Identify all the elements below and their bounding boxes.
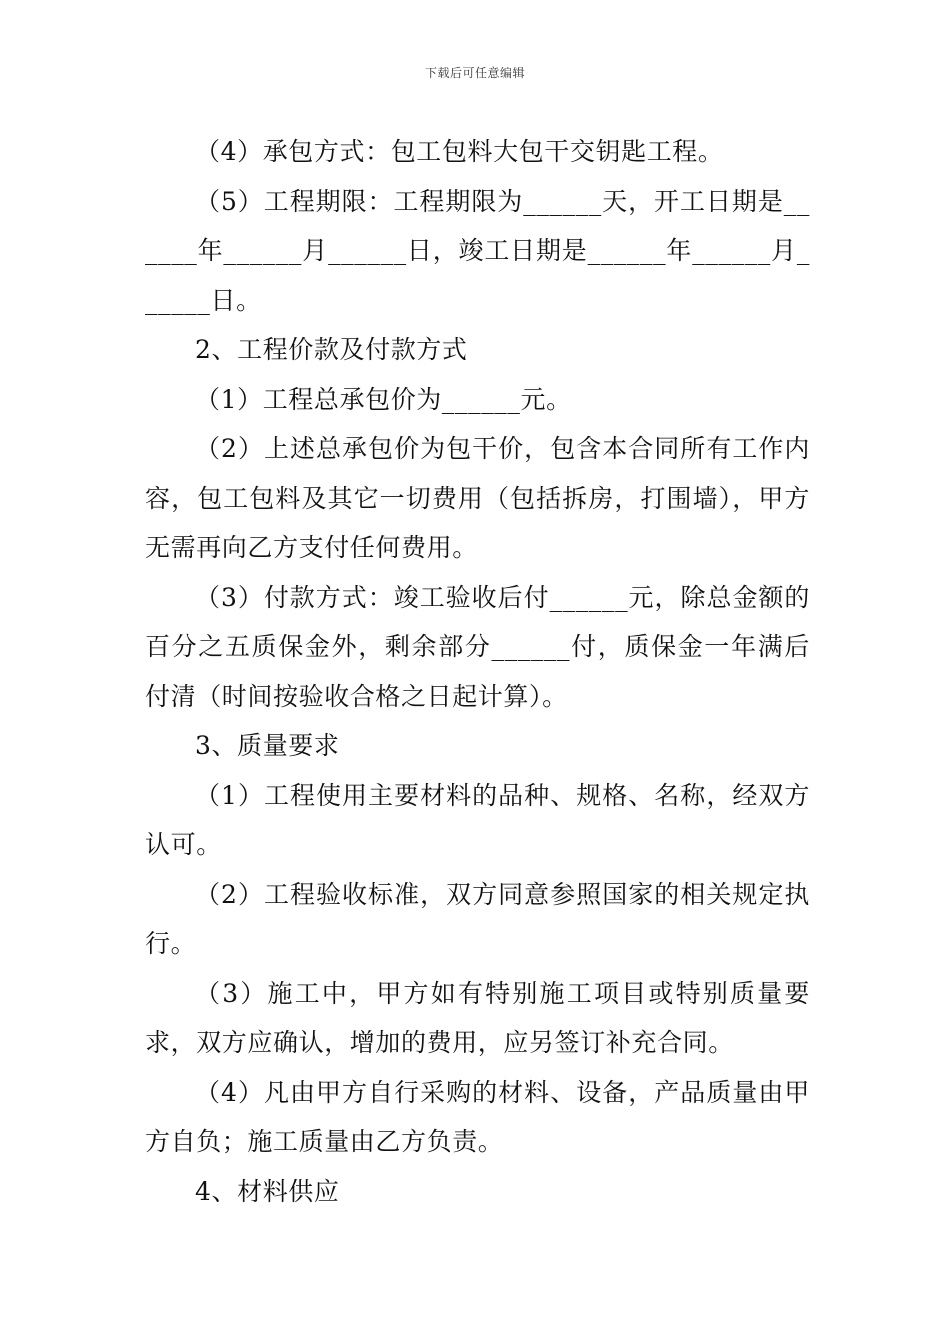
paragraph-lump-sum: （2）上述总承包价为包干价，包含本合同所有工作内容，包工包料及其它一切费用（包括拆房，打围墙），甲方无需再向乙方支付任何费用。 xyxy=(145,434,810,562)
paragraph-payment-method: （3）付款方式：竣工验收后付______元，除总金额的百分之五质保金外，剩余部分______付，质保金一年满后付清（时间按验收合格之日起计算）。 xyxy=(145,582,810,711)
page-header: 下载后可任意编辑 xyxy=(424,66,525,80)
section-heading-quality: 3、质量要求 xyxy=(195,731,340,760)
paragraph-materials-approval: （1）工程使用主要材料的品种、规格、名称，经双方认可。 xyxy=(145,780,810,859)
paragraph-acceptance-standard: （2）工程验收标准，双方同意参照国家的相关规定执行。 xyxy=(145,879,810,958)
paragraph-total-price: （1）工程总承包价为______元。 xyxy=(195,384,572,414)
document-body xyxy=(145,127,810,1216)
section-heading-material-supply: 4、材料供应 xyxy=(195,1176,340,1206)
paragraph-contract-method: （4）承包方式：包工包料大包干交钥匙工程。 xyxy=(195,137,724,166)
section-heading-price-payment: 2、工程价款及付款方式 xyxy=(195,335,468,364)
paragraph-project-period: （5）工程期限：工程期限为______天，开工日期是______年______月______日，竣工日期是______年______月______日。 xyxy=(145,186,810,315)
paragraph-special-requirements: （3）施工中，甲方如有特别施工项目或特别质量要求，双方应确认，增加的费用，应另签订补充合同。 xyxy=(145,978,810,1057)
paragraph-quality-responsibility: （4）凡由甲方自行采购的材料、设备，产品质量由甲方自负；施工质量由乙方负责。 xyxy=(145,1077,810,1156)
